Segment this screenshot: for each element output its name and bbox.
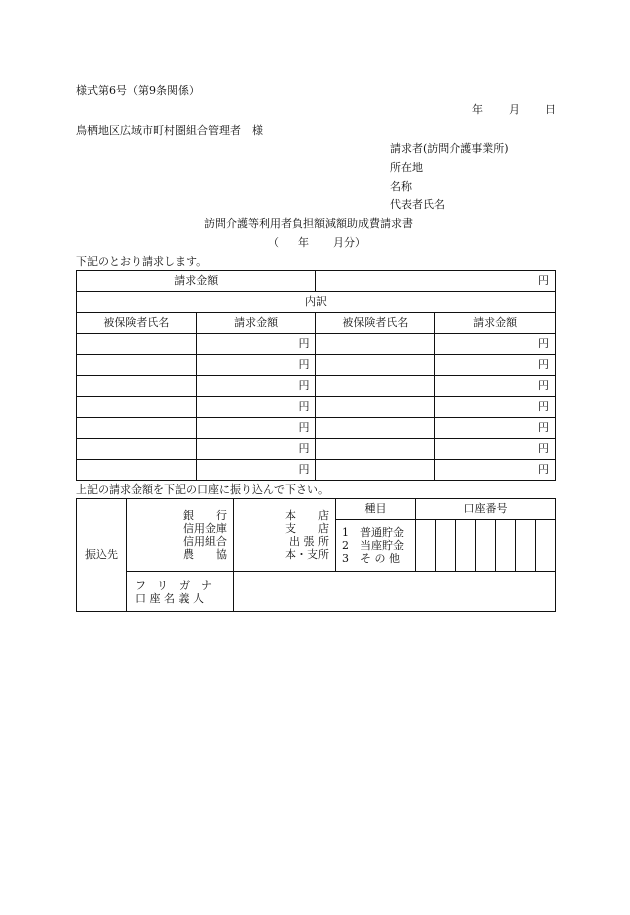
table-row xyxy=(77,376,556,397)
yen-unit: 円 xyxy=(298,421,310,434)
insured-name-field[interactable] xyxy=(77,439,197,460)
account-type-ordinary: 1 普通貯金 xyxy=(342,526,404,539)
amount-field[interactable] xyxy=(196,334,316,355)
insured-name-field[interactable] xyxy=(316,418,435,439)
insured-name-field[interactable] xyxy=(316,355,435,376)
insured-name-field[interactable] xyxy=(316,376,435,397)
yen-unit: 円 xyxy=(298,358,310,371)
branch-type-sub: 本・支所 xyxy=(285,548,329,561)
holder-labels xyxy=(127,572,234,612)
insured-name-field[interactable] xyxy=(77,460,197,481)
insured-name-field[interactable] xyxy=(77,355,197,376)
account-type-current: 2 当座貯金 xyxy=(342,539,404,552)
form-number: 様式第6号（第9条関係） xyxy=(76,84,200,97)
yen-unit: 円 xyxy=(298,379,310,392)
branch-type-office: 出 張 所 xyxy=(289,535,329,548)
account-digit-field[interactable] xyxy=(456,520,476,572)
transfer-note: 上記の請求金額を下記の口座に振り込んで下さい。 xyxy=(76,483,329,496)
holder-row xyxy=(77,572,556,612)
col-insured-name-right: 被保険者氏名 xyxy=(316,313,435,334)
amount-field[interactable] xyxy=(196,418,316,439)
yen-unit: 円 xyxy=(298,463,310,476)
table-row xyxy=(77,439,556,460)
account-digit-field[interactable] xyxy=(496,520,516,572)
yen-unit: 円 xyxy=(538,274,549,287)
account-digit-field[interactable] xyxy=(516,520,536,572)
requester-name-label: 名称 xyxy=(390,180,412,193)
intro-text: 下記のとおり請求します。 xyxy=(76,255,208,268)
amount-field[interactable] xyxy=(435,334,556,355)
account-digit-field[interactable] xyxy=(476,520,496,572)
claim-table xyxy=(76,270,556,481)
table-row xyxy=(77,460,556,481)
total-amount-label: 請求金額 xyxy=(77,271,316,292)
insured-name-field[interactable] xyxy=(77,418,197,439)
insured-name-field[interactable] xyxy=(77,334,197,355)
amount-field[interactable] xyxy=(196,460,316,481)
col-insured-name-left: 被保険者氏名 xyxy=(77,313,197,334)
insured-name-field[interactable] xyxy=(316,334,435,355)
amount-field[interactable] xyxy=(435,418,556,439)
yen-unit: 円 xyxy=(538,358,549,371)
furigana-label: フ リ ガ ナ xyxy=(135,578,212,592)
period-open: （ xyxy=(268,236,279,249)
institution-type-shinkin: 信用金庫 xyxy=(183,522,227,535)
table-row xyxy=(77,418,556,439)
insured-name-field[interactable] xyxy=(316,460,435,481)
account-holder-field[interactable] xyxy=(234,572,556,612)
table-row xyxy=(77,397,556,418)
yen-unit: 円 xyxy=(538,379,549,392)
amount-field[interactable] xyxy=(196,376,316,397)
requester-address-label: 所在地 xyxy=(390,161,423,174)
branch-name-field[interactable] xyxy=(234,499,336,572)
date-day-label: 日 xyxy=(545,103,556,116)
amount-field[interactable] xyxy=(435,355,556,376)
institution-type-shinkumi: 信用組合 xyxy=(183,535,227,548)
bank-account-table xyxy=(76,498,556,612)
addressee: 鳥栖地区広域市町村圏組合管理者 様 xyxy=(76,124,263,137)
account-holder-label: 口 座 名 義 人 xyxy=(135,591,204,605)
amount-field[interactable] xyxy=(435,460,556,481)
branch-type-head: 本 店 xyxy=(285,509,329,522)
insured-name-field[interactable] xyxy=(316,439,435,460)
yen-unit: 円 xyxy=(538,400,549,413)
yen-unit: 円 xyxy=(298,337,310,350)
header-row xyxy=(77,313,556,334)
breakdown-row xyxy=(77,292,556,313)
account-digit-field[interactable] xyxy=(416,520,436,572)
amount-field[interactable] xyxy=(435,397,556,418)
amount-field[interactable] xyxy=(196,355,316,376)
table-row xyxy=(77,355,556,376)
institution-name-field[interactable] xyxy=(127,499,234,572)
amount-field[interactable] xyxy=(196,397,316,418)
col-amount-right: 請求金額 xyxy=(435,313,556,334)
insured-name-field[interactable] xyxy=(77,376,197,397)
period-year: 年 xyxy=(298,236,309,249)
institution-type-nokyo: 農 協 xyxy=(183,548,227,561)
account-type-label: 種目 xyxy=(336,499,416,520)
yen-unit: 円 xyxy=(538,421,549,434)
date-year-label: 年 xyxy=(472,103,483,116)
amount-field[interactable] xyxy=(435,439,556,460)
destination-label: 振込先 xyxy=(77,499,127,612)
bank-header-row xyxy=(77,499,556,520)
branch-type-branch: 支 店 xyxy=(285,522,329,535)
col-amount-left: 請求金額 xyxy=(196,313,316,334)
total-row xyxy=(77,271,556,292)
account-digit-field[interactable] xyxy=(436,520,456,572)
insured-name-field[interactable] xyxy=(316,397,435,418)
requester-heading: 請求者(訪問介護事業所) xyxy=(390,142,509,155)
breakdown-label: 内訳 xyxy=(77,292,556,313)
institution-type-bank: 銀 行 xyxy=(183,509,227,522)
yen-unit: 円 xyxy=(538,442,549,455)
account-type-other: 3 そ の 他 xyxy=(342,552,400,565)
document-title: 訪問介護等利用者負担額減額助成費請求書 xyxy=(204,217,413,230)
insured-name-field[interactable] xyxy=(77,397,197,418)
yen-unit: 円 xyxy=(298,442,310,455)
yen-unit: 円 xyxy=(298,400,310,413)
table-row xyxy=(77,334,556,355)
yen-unit: 円 xyxy=(538,337,549,350)
amount-field[interactable] xyxy=(435,376,556,397)
account-digit-field[interactable] xyxy=(536,520,556,572)
account-type-options[interactable] xyxy=(336,520,416,572)
yen-unit: 円 xyxy=(538,463,549,476)
total-amount-field[interactable] xyxy=(316,271,556,292)
account-number-label: 口座番号 xyxy=(416,499,556,520)
date-month-label: 月 xyxy=(509,103,520,116)
requester-rep-label: 代表者氏名 xyxy=(390,198,445,211)
period-month: 月分） xyxy=(333,236,366,249)
amount-field[interactable] xyxy=(196,439,316,460)
